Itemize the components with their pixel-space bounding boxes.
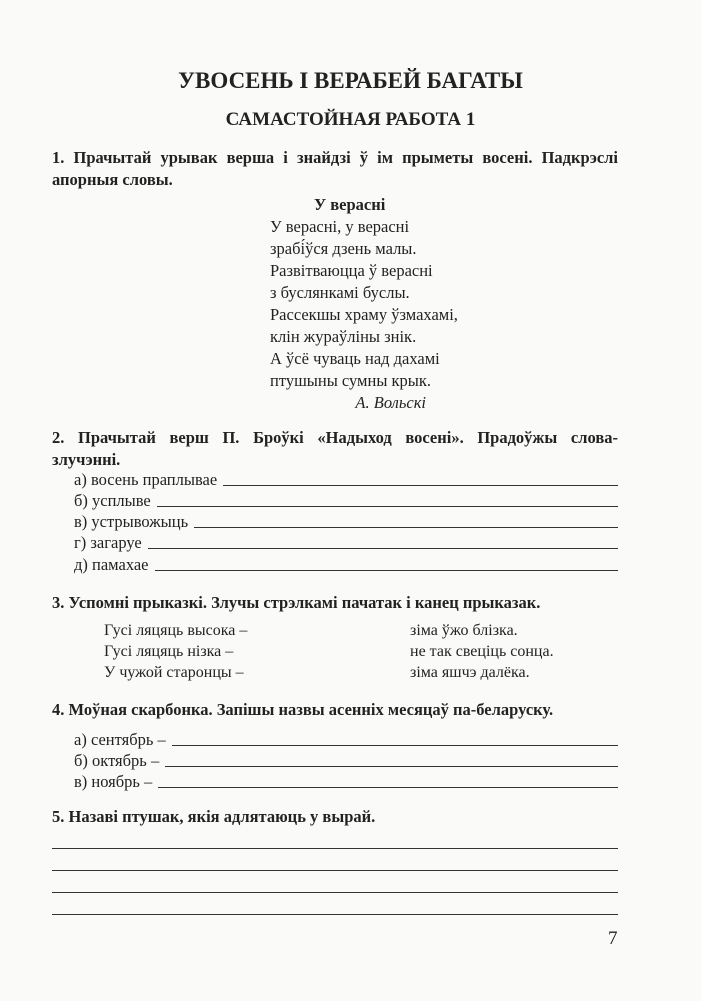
item-label: в) ноябрь – (74, 772, 153, 791)
proverb-ending[interactable]: зіма яшчэ далёка. (410, 664, 530, 681)
answer-line[interactable] (52, 914, 618, 915)
task-3-instruction: 3. Успомні прыказкі. Злучы стрэлкамі пачатак і канец прыказак. (52, 593, 541, 612)
poem-author: А. Вольскі (355, 393, 426, 412)
task-2-item[interactable] (74, 511, 618, 532)
answer-line[interactable] (223, 485, 618, 486)
proverb-ending[interactable]: не так свеціць сонца. (410, 643, 554, 660)
item-label: а) сентябрь – (74, 730, 166, 749)
answer-line[interactable] (158, 787, 618, 788)
poem-line: з буслянкамі буслы. (270, 283, 410, 302)
item-label: б) октябрь – (74, 751, 160, 770)
answer-line[interactable] (172, 745, 618, 746)
poem-line: А ўсё чуваць над дахамі (270, 349, 440, 368)
poem-line: птушыны сумны крык. (270, 371, 432, 390)
answer-line[interactable] (194, 527, 618, 528)
task-2-item[interactable] (74, 490, 618, 511)
task-4-item[interactable] (74, 750, 618, 771)
answer-line[interactable] (52, 870, 618, 871)
task-2-item[interactable] (74, 532, 618, 553)
task-2-instruction-line2: злучэнні. (52, 450, 121, 469)
task-4-item[interactable] (74, 729, 618, 750)
proverb-beginnings (104, 620, 247, 683)
poem-line: Развітваюцца ў верасні (270, 261, 433, 280)
answer-line[interactable] (155, 570, 619, 571)
item-label: а) восень праплывае (74, 470, 218, 489)
proverb-beginning[interactable]: Гусі ляцяць высока – (104, 622, 248, 639)
task-5-instruction: 5. Назаві птушак, якія адлятаюць у вырай. (52, 807, 376, 826)
task-2-item[interactable] (74, 469, 618, 490)
task-2-instruction-line1: 2. Прачытай верш П. Броўкі «Надыход восені». Прадоўжы слова- (52, 428, 618, 447)
poem-title: У верасні (314, 195, 386, 214)
poem-line: У верасні, у верасні (270, 217, 410, 236)
poem (270, 194, 458, 414)
task-4-item[interactable] (74, 771, 618, 792)
answer-line[interactable] (157, 506, 618, 507)
poem-line: Рассекшы храму ўзмахамі, (270, 305, 458, 324)
poem-line: зрабі́ўся дзень малы. (270, 239, 417, 258)
item-label: г) загаруе (74, 533, 142, 552)
answer-line[interactable] (52, 848, 618, 849)
answer-line[interactable] (165, 766, 618, 767)
page-subtitle: САМАСТОЙНАЯ РАБОТА 1 (225, 109, 476, 130)
proverb-endings (410, 620, 554, 683)
item-label: в) устрывожыць (74, 512, 189, 531)
poem-line: клін жураўліны знік. (270, 327, 417, 346)
answer-line[interactable] (148, 548, 618, 549)
item-label: б) усплыве (74, 491, 151, 510)
proverb-beginning[interactable]: Гусі ляцяць нізка – (104, 643, 234, 660)
task-1-instruction: 1. Прачытай урывак верша і знайдзі ў ім прыметы восені. Падкрэслі апорныя словы. (52, 148, 618, 189)
proverb-ending[interactable]: зіма ўжо блізка. (410, 622, 518, 639)
answer-line[interactable] (52, 892, 618, 893)
page-number: 7 (608, 928, 618, 949)
task-2-item[interactable] (74, 554, 618, 575)
task-4-instruction: 4. Моўная скарбонка. Запішы назвы асенніх месяцаў па-беларуску. (52, 700, 554, 719)
proverb-beginning[interactable]: У чужой старонцы – (104, 664, 244, 681)
item-label: д) памахае (74, 555, 149, 574)
page-title: УВОСЕНЬ І ВЕРАБЕЙ БАГАТЫ (178, 68, 523, 93)
